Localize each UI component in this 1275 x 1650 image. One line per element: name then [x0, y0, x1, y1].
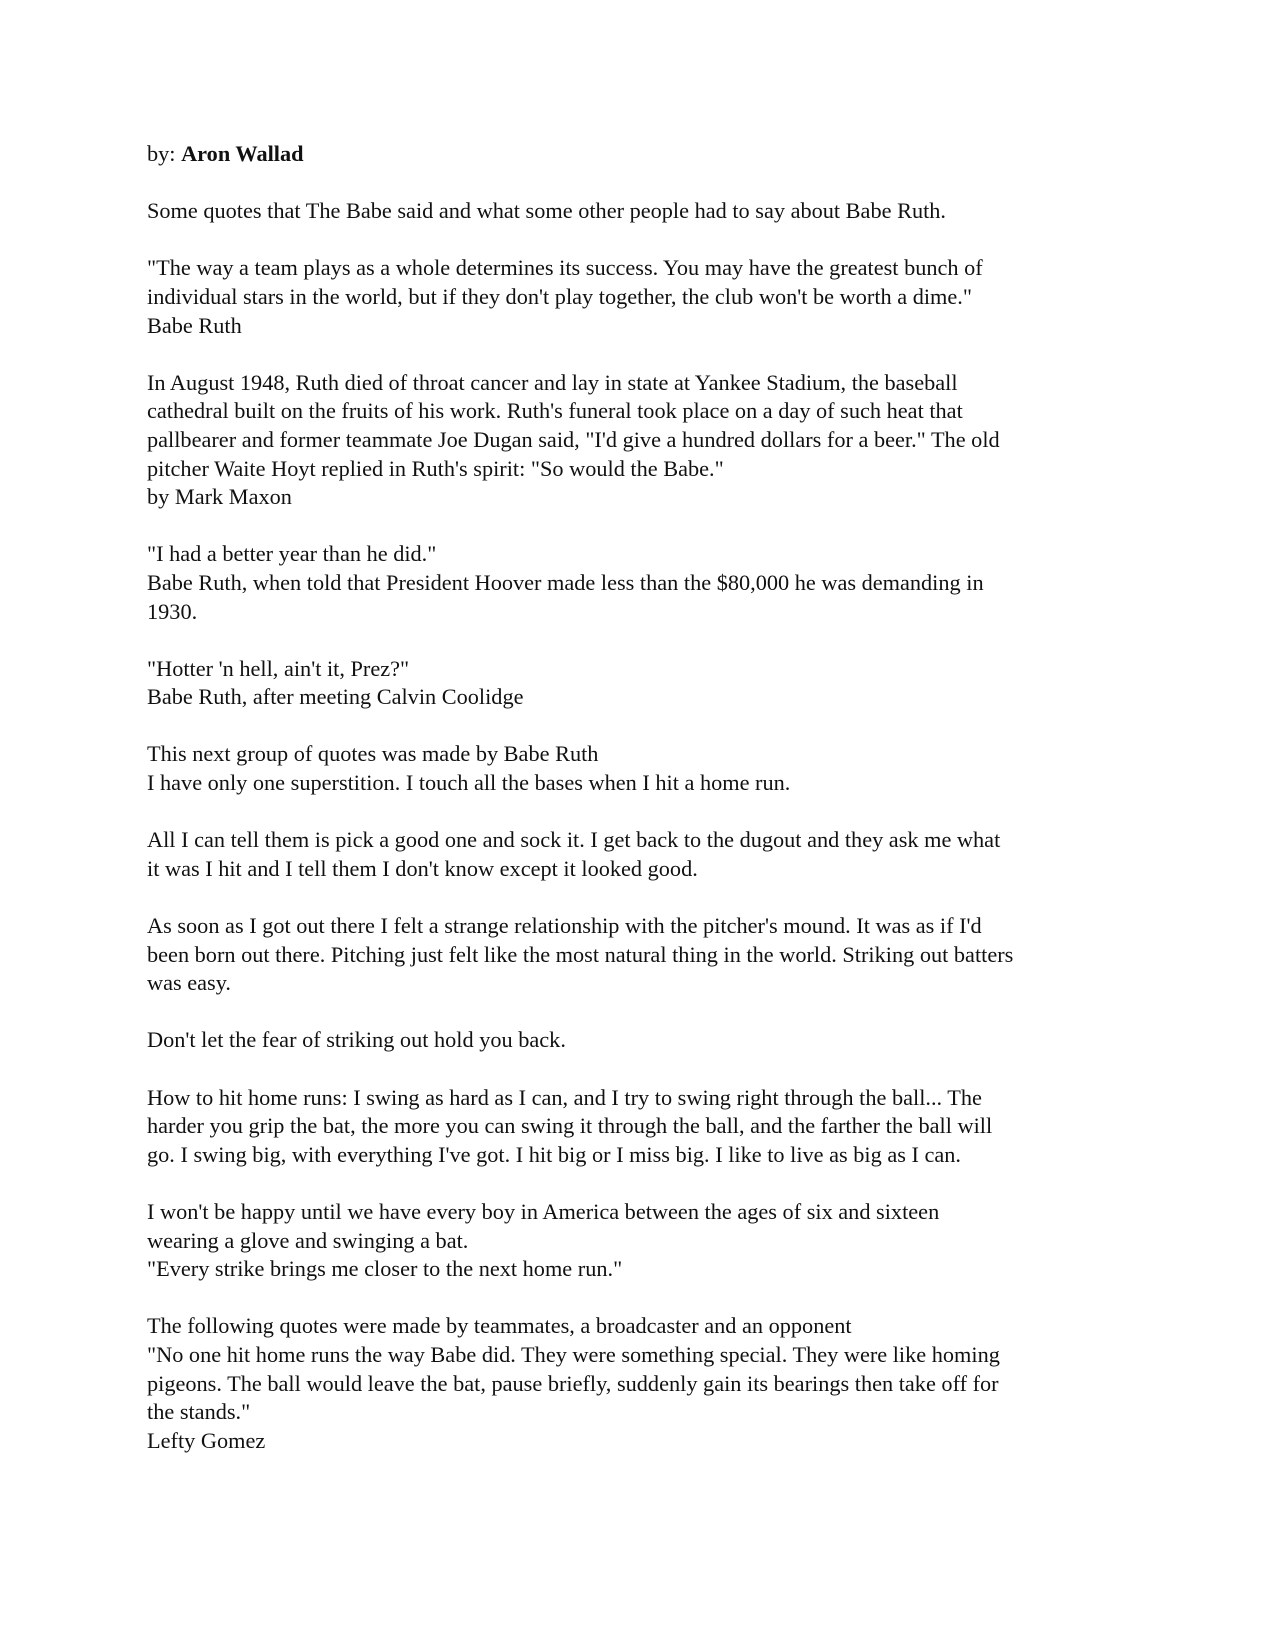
home-runs-line: harder you grip the bat, the more you can swing it through the ball, and the farther the ball will — [147, 1113, 993, 1139]
gomez-line: pigeons. The ball would leave the bat, pause briefly, suddenly gain its bearings then take off for — [147, 1370, 999, 1396]
funeral-line: cathedral built on the fruits of his work. Ruth's funeral took place on a day of such heat that — [147, 398, 963, 424]
sock-it-line: it was I hit and I tell them I don't know except it looked good. — [147, 855, 698, 881]
intro-paragraph: Some quotes that The Babe said and what some other people had to say about Babe Ruth. — [147, 198, 947, 224]
funeral-line: pitcher Waite Hoyt replied in Ruth's spirit: "So would the Babe." — [147, 455, 724, 481]
gomez-line: "No one hit home runs the way Babe did. They were something special. They were like homing — [147, 1341, 1000, 1367]
hoover-quote: "I had a better year than he did." — [147, 541, 437, 567]
pitcher-line: was easy. — [147, 970, 231, 996]
team-quote-attribution: Babe Ruth — [147, 312, 242, 338]
strike-quote: "Every strike brings me closer to the next home run." — [147, 1256, 623, 1282]
byline-author: Aron Wallad — [181, 141, 304, 166]
superstition-quote: I have only one superstition. I touch all the bases when I hit a home run. — [147, 770, 791, 796]
ruth-group-heading: This next group of quotes was made by Babe Ruth — [147, 741, 599, 767]
team-quote-line: individual stars in the world, but if they don't play together, the club won't be worth a dime." — [147, 283, 972, 309]
funeral-line: pallbearer and former teammate Joe Dugan said, "I'd give a hundred dollars for a beer." The old — [147, 426, 1000, 452]
hoover-paragraph — [147, 540, 1147, 626]
pitcher-line: As soon as I got out there I felt a strange relationship with the pitcher's mound. It was as if I'd — [147, 913, 982, 939]
happy-line: wearing a glove and swinging a bat. — [147, 1227, 469, 1253]
coolidge-paragraph — [147, 655, 1147, 712]
pitcher-paragraph — [147, 912, 1147, 998]
byline — [147, 140, 1147, 169]
happy-line: I won't be happy until we have every boy in America between the ages of six and sixteen — [147, 1198, 940, 1224]
coolidge-quote: "Hotter 'n hell, ain't it, Prez?" — [147, 655, 410, 681]
home-runs-line: How to hit home runs: I swing as hard as I can, and I try to swing right through the ball... The — [147, 1084, 982, 1110]
sock-it-line: All I can tell them is pick a good one and sock it. I get back to the dugout and they ask me what — [147, 827, 1001, 853]
others-paragraph — [147, 1312, 1147, 1455]
ruth-group-paragraph — [147, 740, 1147, 797]
sock-it-paragraph — [147, 826, 1147, 883]
happy-paragraph — [147, 1198, 1147, 1284]
home-runs-line: go. I swing big, with everything I've got. I hit big or I miss big. I like to live as big as I can. — [147, 1141, 962, 1167]
funeral-attribution: by Mark Maxon — [147, 484, 292, 510]
others-heading: The following quotes were made by teammates, a broadcaster and an opponent — [147, 1313, 852, 1339]
team-quote-line: "The way a team plays as a whole determines its success. You may have the greatest bunch of — [147, 255, 983, 281]
gomez-attribution: Lefty Gomez — [147, 1427, 266, 1453]
pitcher-line: been born out there. Pitching just felt like the most natural thing in the world. Striking out batters — [147, 941, 1014, 967]
funeral-paragraph — [147, 369, 1147, 512]
coolidge-attribution: Babe Ruth, after meeting Calvin Coolidge — [147, 684, 524, 710]
home-runs-paragraph — [147, 1084, 1147, 1170]
gomez-line: the stands." — [147, 1399, 251, 1425]
fear-paragraph: Don't let the fear of striking out hold you back. — [147, 1027, 566, 1053]
funeral-line: In August 1948, Ruth died of throat cancer and lay in state at Yankee Stadium, the baseball — [147, 369, 958, 395]
byline-prefix: by: — [147, 141, 182, 166]
document-page — [147, 140, 1147, 1484]
hoover-context-line: 1930. — [147, 598, 198, 624]
team-quote-paragraph — [147, 254, 1147, 340]
hoover-context-line: Babe Ruth, when told that President Hoover made less than the $80,000 he was demanding in — [147, 569, 984, 595]
